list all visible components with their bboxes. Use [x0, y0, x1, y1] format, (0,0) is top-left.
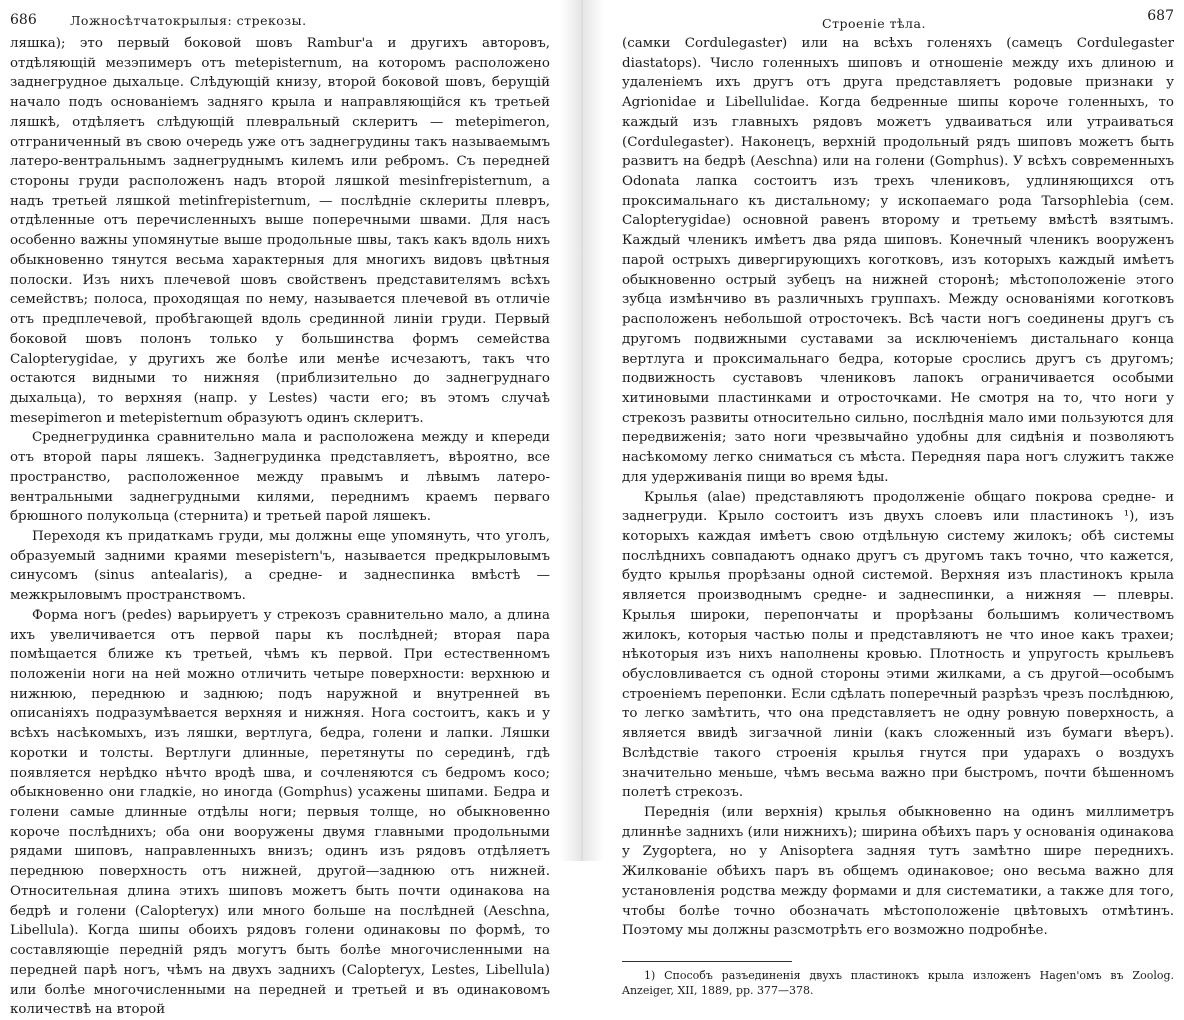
page-number: 686 — [10, 12, 37, 28]
left-page-header — [10, 8, 550, 34]
running-head: Ложносѣтчатокрылыя: стрекозы. — [70, 13, 307, 28]
left-page-body — [10, 34, 550, 1020]
footnote: 1) Способъ разъединенія двухъ пластинокъ крыла изложенъ Hagen'омъ въ Zoolog. Anzeiger, XII, 1889, pp. 377—378. — [622, 969, 1174, 998]
footnote-rule — [622, 961, 792, 962]
paragraph: Переходя къ придаткамъ груди, мы должны еще упомянуть, что уголъ, образуемый задними краями mesepistern'ъ, называется предкрыловымъ синусомъ (sinus antealaris), а средне- и заднеспинка вмѣстѣ — межкрыловымъ пространствомъ. — [10, 528, 550, 604]
paragraph: Форма ногъ (pedes) варьируетъ у стрекозъ сравнительно мало, а длина ихъ увеличивается отъ первой пары къ послѣдней; вторая пара помѣщается ближе къ третьей, чѣмъ къ первой. При естественномъ положеніи ноги на ней можно отличить четыре поверхности: верхнюю и нижнюю, переднюю и заднюю; подъ наружной и внутренней въ описаніяхъ подразумѣвается верхняя и нижняя. Нога состоитъ, какъ и у всѣхъ насѣкомыхъ, изъ ляшки, вертлуга, бедра, голени и лапки. Ляшки коротки и толсты. Вертлуги длинные, перетянуты по серединѣ, гдѣ появляется нерѣдко нѣчто вродѣ шва, и сочленяются съ бедромъ косо; обыкновенно они гладкіе, но иногда (Gomphus) усажены шипами. Бедра и голени самые длинные отдѣлы ноги; первыя толще, но обыкновенно короче послѣднихъ; оба они вооружены двумя главными продольными рядами шиповъ, направленныхъ внизъ; одинъ изъ рядовъ отдѣляетъ переднюю поверхность отъ нижней, другой—заднюю отъ нижней. Относительная длина этихъ шиповъ можетъ быть почти одинакова на бедрѣ и голени (Calopteryx) или много больше на послѣдней (Aeschna, Libellula). Когда шипы обоихъ рядовъ голени одинаковы по формѣ, то составляющіе передній рядъ могутъ быть болѣе многочисленными на передней парѣ ногъ, чѣмъ на двухъ заднихъ (Calopteryx, Lestes, Libellula) или болѣе многочисленными на передней и третьей и въ одинаковомъ количествѣ на второй — [10, 607, 550, 1018]
paragraph: (самки Cordulegaster) или на всѣхъ голеняхъ (самецъ Cordulegaster diastatops). Число голенныхъ шиповъ и отношеніе между ихъ длиною и удаленіемъ ихъ другъ отъ друга представляетъ родовые признаки у Agrionidae и Libellulidae. Когда бедренные шипы короче голенныхъ, то каждый изъ главныхъ рядовъ можетъ удваиваться или утраиваться (Cordulegaster). Наконецъ, верхній продольный рядъ шиповъ можетъ быть развитъ на бедрѣ (Aeschna) или на голени (Gomphus). У всѣхъ современныхъ Odonata лапка состоитъ изъ трехъ члениковъ, удлиняющихся отъ проксимальнаго къ дистальному; у ископаемаго рода Tarsophlebia (сем. Calopterygidae) основной равенъ второму и третьему вмѣстѣ взятымъ. Каждый членикъ имѣетъ два ряда шиповъ. Конечный членикъ вооруженъ парой острыхъ дивергирующихъ коготковъ, изъ которыхъ каждый имѣетъ обыкновенно острый зубецъ на нижней сторонѣ; мѣстоположеніе этого зубца измѣнчиво въ различныхъ группахъ. Между основаніями коготковъ расположенъ небольшой отросточекъ. Всѣ части ногъ соединены другъ съ другомъ подвижными суставами за исключеніемъ дистальнаго конца вертлуга и проксимальнаго бедра, которые срослись другъ съ другомъ; подвижность суставовъ члениковъ лапокъ ограничивается особыми хитиновыми пластинками и отросточками. Не смотря на то, что ноги у стрекозъ развиты относительно сильно, послѣднія мало ими пользуются для передвиженія; зато ноги чрезвычайно удобны для сидѣнія и позволяютъ насѣкомому легко сниматься съ мѣста. Передняя пара ногъ служитъ также для удерживанія пищи во время ѣды. — [622, 36, 1174, 485]
paragraph: Среднегрудинка сравнительно мала и расположена между и кпереди отъ второй пары ляшекъ. Заднегрудинка представляетъ, вѣроятно, все пространство, расположенное между правымъ и лѣвымъ латеро-вентральными заднегрудными килями, переднимъ краемъ перваго брюшного полукольца (стернита) и третьей парой ляшекъ. — [10, 430, 550, 525]
running-head: Строеніе тѣла. — [822, 16, 926, 31]
paragraph: ляшка); это первый боковой шовъ Rambur'a и другихъ авторовъ, отдѣляющій мезэпимеръ отъ metepisternum, на которомъ расположено заднегрудное дыхальце. Слѣдующій книзу, второй боковой шовъ, берущій начало подъ основаніемъ задняго крыла и направляющійся къ третьей ляшкѣ, отдѣляетъ слѣдующій плевральный склеритъ — metepimeron, отграниченный въ свою очередь уже отъ заднегрудины такъ называемымъ латеро-вентральнымъ заднегруднымъ килемъ или ребромъ. Съ передней стороны груди расположенъ надъ второй ляшкой mesinfrepisternum, а надъ третьей ляшкой metinfrepisternum, — послѣдніе склериты плевръ, отдѣленные отъ перечисленныхъ выше поперечными швами. Для насъ особенно важны упомянутые выше продольные швы, такъ какъ вдоль нихъ обыкновенно тянутся весьма характерныя для многихъ видовъ цвѣтныя полоски. Изъ нихъ плечевой шовъ свойственъ представителямъ всѣхъ семействъ; полоса, проходящая по нему, называется плечевой въ отличіе отъ предплечевой, пробѣгающей вдоль срединной линіи груди. Первый боковой шовъ полонъ только у большинства формъ семейства Calopterygidae, у другихъ же болѣе или менѣе исчезаютъ, такъ что остаются видными то нижняя (приблизительно до заднегруднаго дыхальца), то верхняя (напр. у Lestes) части его; въ этомъ случаѣ mesepimeron и metepisternum образуютъ одинъ склеритъ. — [10, 36, 550, 426]
paragraph: Крылья (alae) представляютъ продолженіе общаго покрова средне- и заднегруди. Крыло состоитъ изъ двухъ слоевъ или пластинокъ ¹), изъ которыхъ каждая имѣетъ свою отдѣльную систему жилокъ; обѣ системы послѣднихъ совпадаютъ однако другъ съ другомъ такъ точно, что кажется, будто крылья прорѣзаны одной системой. Верхняя изъ пластинокъ крыла является производнымъ средне- и заднеспинки, а нижняя — плевры. Крылья широки, перепончаты и прорѣзаны большимъ количествомъ жилокъ, которыя частью полы и представляютъ не что иное какъ трахеи; нѣкоторыя изъ нихъ наполнены кровью. Плотность и упругость крыльевъ обусловливается съ одной стороны этими жилками, а съ другой—особымъ строеніемъ перепонки. Если сдѣлать поперечный разрѣзъ чрезъ послѣднюю, то легко замѣтить, что она представляетъ не одну ровную поверхность, а является ввидѣ зигзачной линіи (какъ сложенный изъ бумаги вѣеръ). Вслѣдствіе такого строенія крылья гнутся при ударахъ о воздухъ значительно меньше, чѣмъ весьма важно при быстромъ, почти бѣшенномъ полетѣ стрекозъ. — [622, 489, 1174, 801]
book-gutter — [560, 0, 604, 861]
right-page-header — [622, 8, 1174, 34]
page-number: 687 — [1147, 8, 1174, 24]
left-page — [0, 0, 560, 1018]
right-page-body — [622, 34, 1174, 998]
paragraph: Переднія (или верхнія) крылья обыкновенно на одинъ миллиметръ длиннѣе заднихъ (или нижнихъ); ширина обѣихъ паръ у основанія одинакова у Zygoptera, но у Anisoptera задняя тутъ замѣтно шире переднихъ. Жилкованіе обѣихъ паръ въ общемъ одинаковое; оно весьма важно для установленія родства между формами и для систематики, а также для того, чтобы болѣе точно обозначать мѣстоположеніе цвѣтовыхъ отмѣтинъ. Поэтому мы должны разсмотрѣть его возможно подробнѣе. — [622, 805, 1174, 939]
right-page — [604, 0, 1184, 998]
